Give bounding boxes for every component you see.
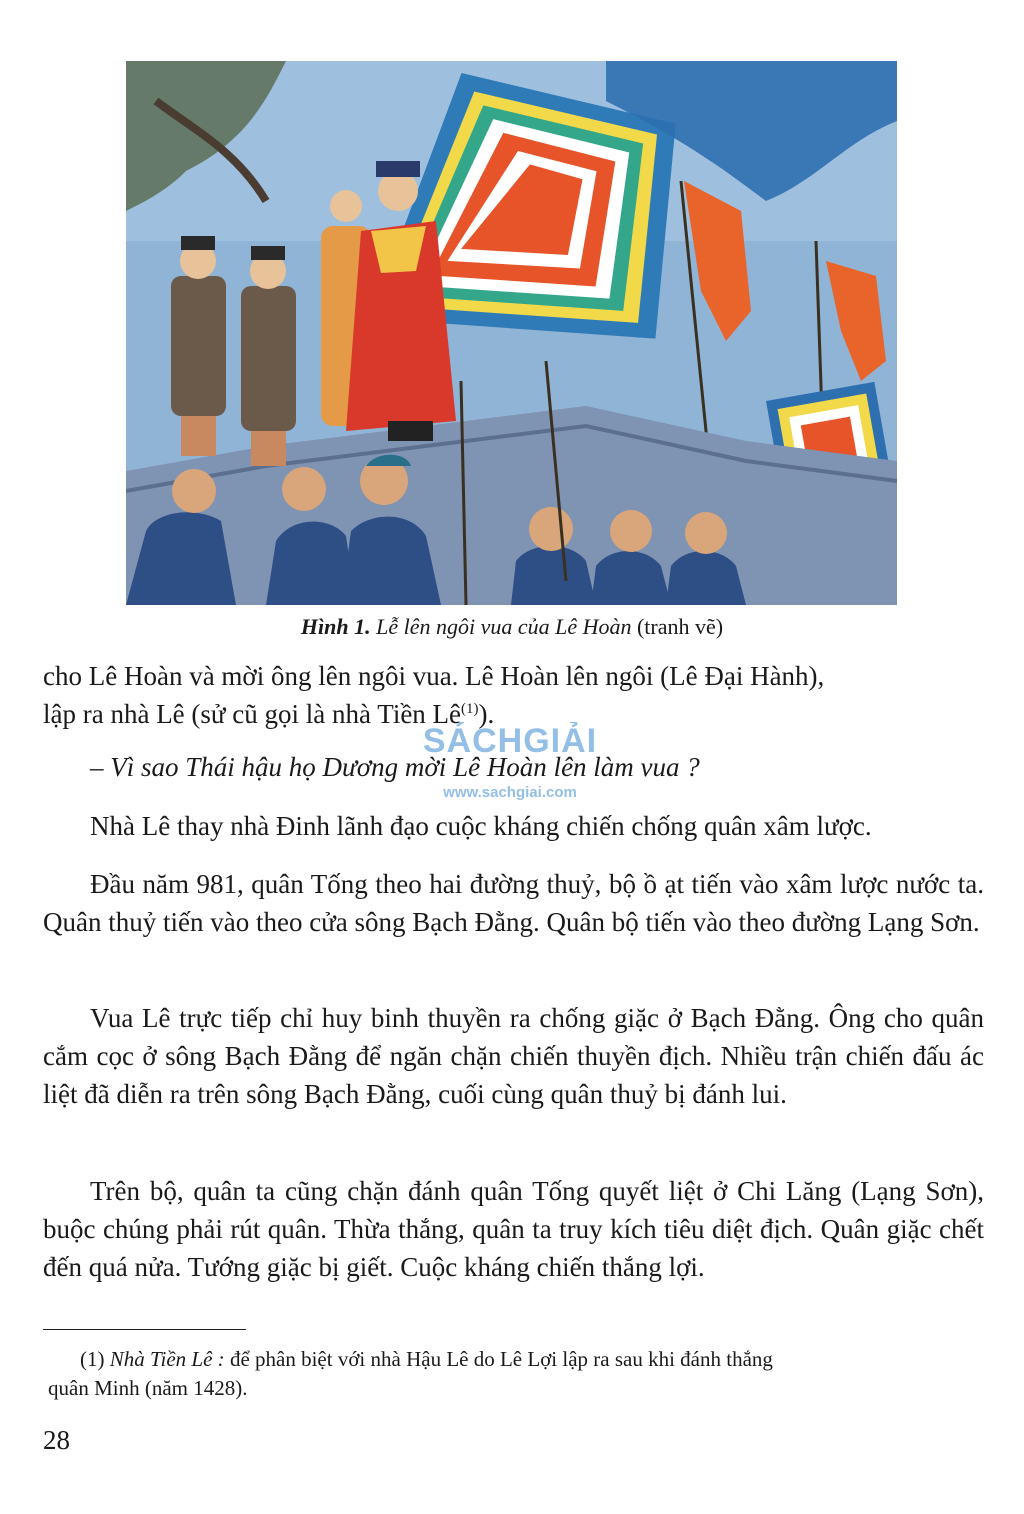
watermark-logo: SÁCHGIẢI [422,722,598,760]
footnote-marker: (1) [80,1347,105,1371]
caption-title: Lễ lên ngôi vua của Lê Hoàn [376,614,632,639]
footnote-reference[interactable]: (1) [461,701,479,717]
footnote-term: Nhà Tiền Lê : [109,1347,225,1371]
line-2-start: lập ra nhà Lê (sử cũ gọi là nhà Tiền Lê [43,699,462,729]
figure-caption [0,614,1024,640]
footnote [48,1345,978,1403]
footnote-text: để phân biệt với nhà Hậu Lê do Lê Lợi lập ra sau khi đánh thắng [229,1347,773,1371]
caption-number: Hình 1. [300,614,371,639]
paragraph-3: Đầu năm 981, quân Tống theo hai đường thuỷ, bộ ồ ạt tiến vào xâm lược nước ta. Quân thuỷ tiến vào theo cửa sông Bạch Đằng. Quân bộ tiến vào theo đường Lạng Sơn. [43,869,984,937]
page-number: 28 [43,1425,70,1455]
paragraph-1-line-1: cho Lê Hoàn và mời ông lên ngôi vua. Lê Hoàn lên ngôi (Lê Đại Hành), [43,661,825,691]
line-2-end: ). [478,699,495,729]
paragraph-2: Nhà Lê thay nhà Đinh lãnh đạo cuộc kháng chiến chống quân xâm lược. [90,811,872,841]
coronation-painting [126,61,897,605]
footnote-line-2: quân Minh (năm 1428). [48,1376,248,1400]
caption-note: (tranh vẽ) [636,614,724,639]
paragraph-5: Trên bộ, quân ta cũng chặn đánh quân Tống quyết liệt ở Chi Lăng (Lạng Sơn), buộc chúng phải rút quân. Thừa thắng, quân ta truy kích tiêu diệt địch. Quân giặc chết đến quá nửa. Tướng giặc bị giết. Cuộc kháng chiến thắng lợi. [43,1176,984,1282]
footnote-divider [43,1329,246,1330]
question: – Vì sao Thái hậu họ Dương mời Lê Hoàn lên làm vua ? [90,752,700,782]
illustration-painting [126,61,897,605]
watermark-url: www.sachgiai.com [443,784,577,801]
paragraph-4: Vua Lê trực tiếp chỉ huy binh thuyền ra chống giặc ở Bạch Đằng. Ông cho quân cắm cọc ở sông Bạch Đằng để ngăn chặn chiến thuyền địch. Nhiều trận chiến đấu ác liệt đã diễn ra trên sông Bạch Đằng, cuối cùng quân thuỷ bị đánh lui. [43,1003,984,1109]
footnote-line-1 [48,1345,978,1374]
